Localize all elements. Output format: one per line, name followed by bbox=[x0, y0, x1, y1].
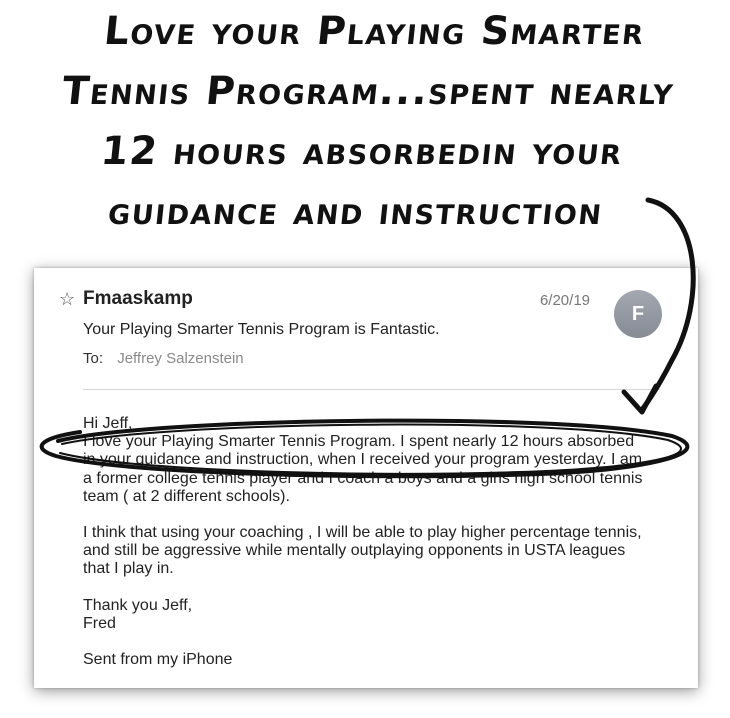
star-icon[interactable]: ☆ bbox=[59, 289, 76, 309]
recipient-name[interactable]: Jeffrey Salzenstein bbox=[117, 350, 244, 367]
body-line: in your guidance and instruction, when I received your program yesterday. I am bbox=[83, 451, 643, 469]
body-signature: Sent from my iPhone bbox=[83, 651, 233, 669]
body-signoff: Thank you Jeff, bbox=[83, 596, 193, 614]
email-recipient bbox=[83, 348, 244, 370]
body-name: Fred bbox=[83, 614, 116, 632]
body-line: and still be aggressive while mentally outplaying opponents in USTA leagues bbox=[83, 542, 626, 560]
headline-line-4: guidance and instruction bbox=[106, 189, 606, 234]
paragraph-gap bbox=[83, 633, 683, 651]
body-line: I think that using your coaching , I will be able to play higher percentage tennis, bbox=[83, 524, 642, 542]
avatar[interactable]: F bbox=[614, 290, 662, 338]
paragraph-gap bbox=[83, 579, 683, 597]
body-line: a former college tennis player and I coach a boys and a girls high school tennis bbox=[83, 469, 643, 487]
headline-line-1: Love your Playing Smarter bbox=[101, 9, 648, 54]
header-divider bbox=[83, 389, 660, 390]
body-line: team ( at 2 different schools). bbox=[83, 487, 290, 505]
paragraph-gap bbox=[83, 506, 683, 524]
to-label: To: bbox=[83, 350, 104, 367]
email-subject: Your Playing Smarter Tennis Program is Fantastic. bbox=[83, 321, 440, 338]
email-sender: Fmaaskamp bbox=[83, 288, 193, 309]
body-line: that I play in. bbox=[83, 560, 174, 578]
headline-line-2: Tennis Program...spent nearly bbox=[59, 69, 677, 114]
headline-line-3: 12 hours absorbedin your bbox=[98, 129, 626, 174]
body-greeting: Hi Jeff, bbox=[83, 415, 133, 432]
email-body bbox=[83, 415, 683, 669]
headline bbox=[0, 2, 730, 242]
email-date: 6/20/19 bbox=[539, 292, 590, 309]
body-line: I love your Playing Smarter Tennis Program. I spent nearly 12 hours absorbed bbox=[83, 433, 635, 451]
email-card bbox=[34, 268, 698, 688]
